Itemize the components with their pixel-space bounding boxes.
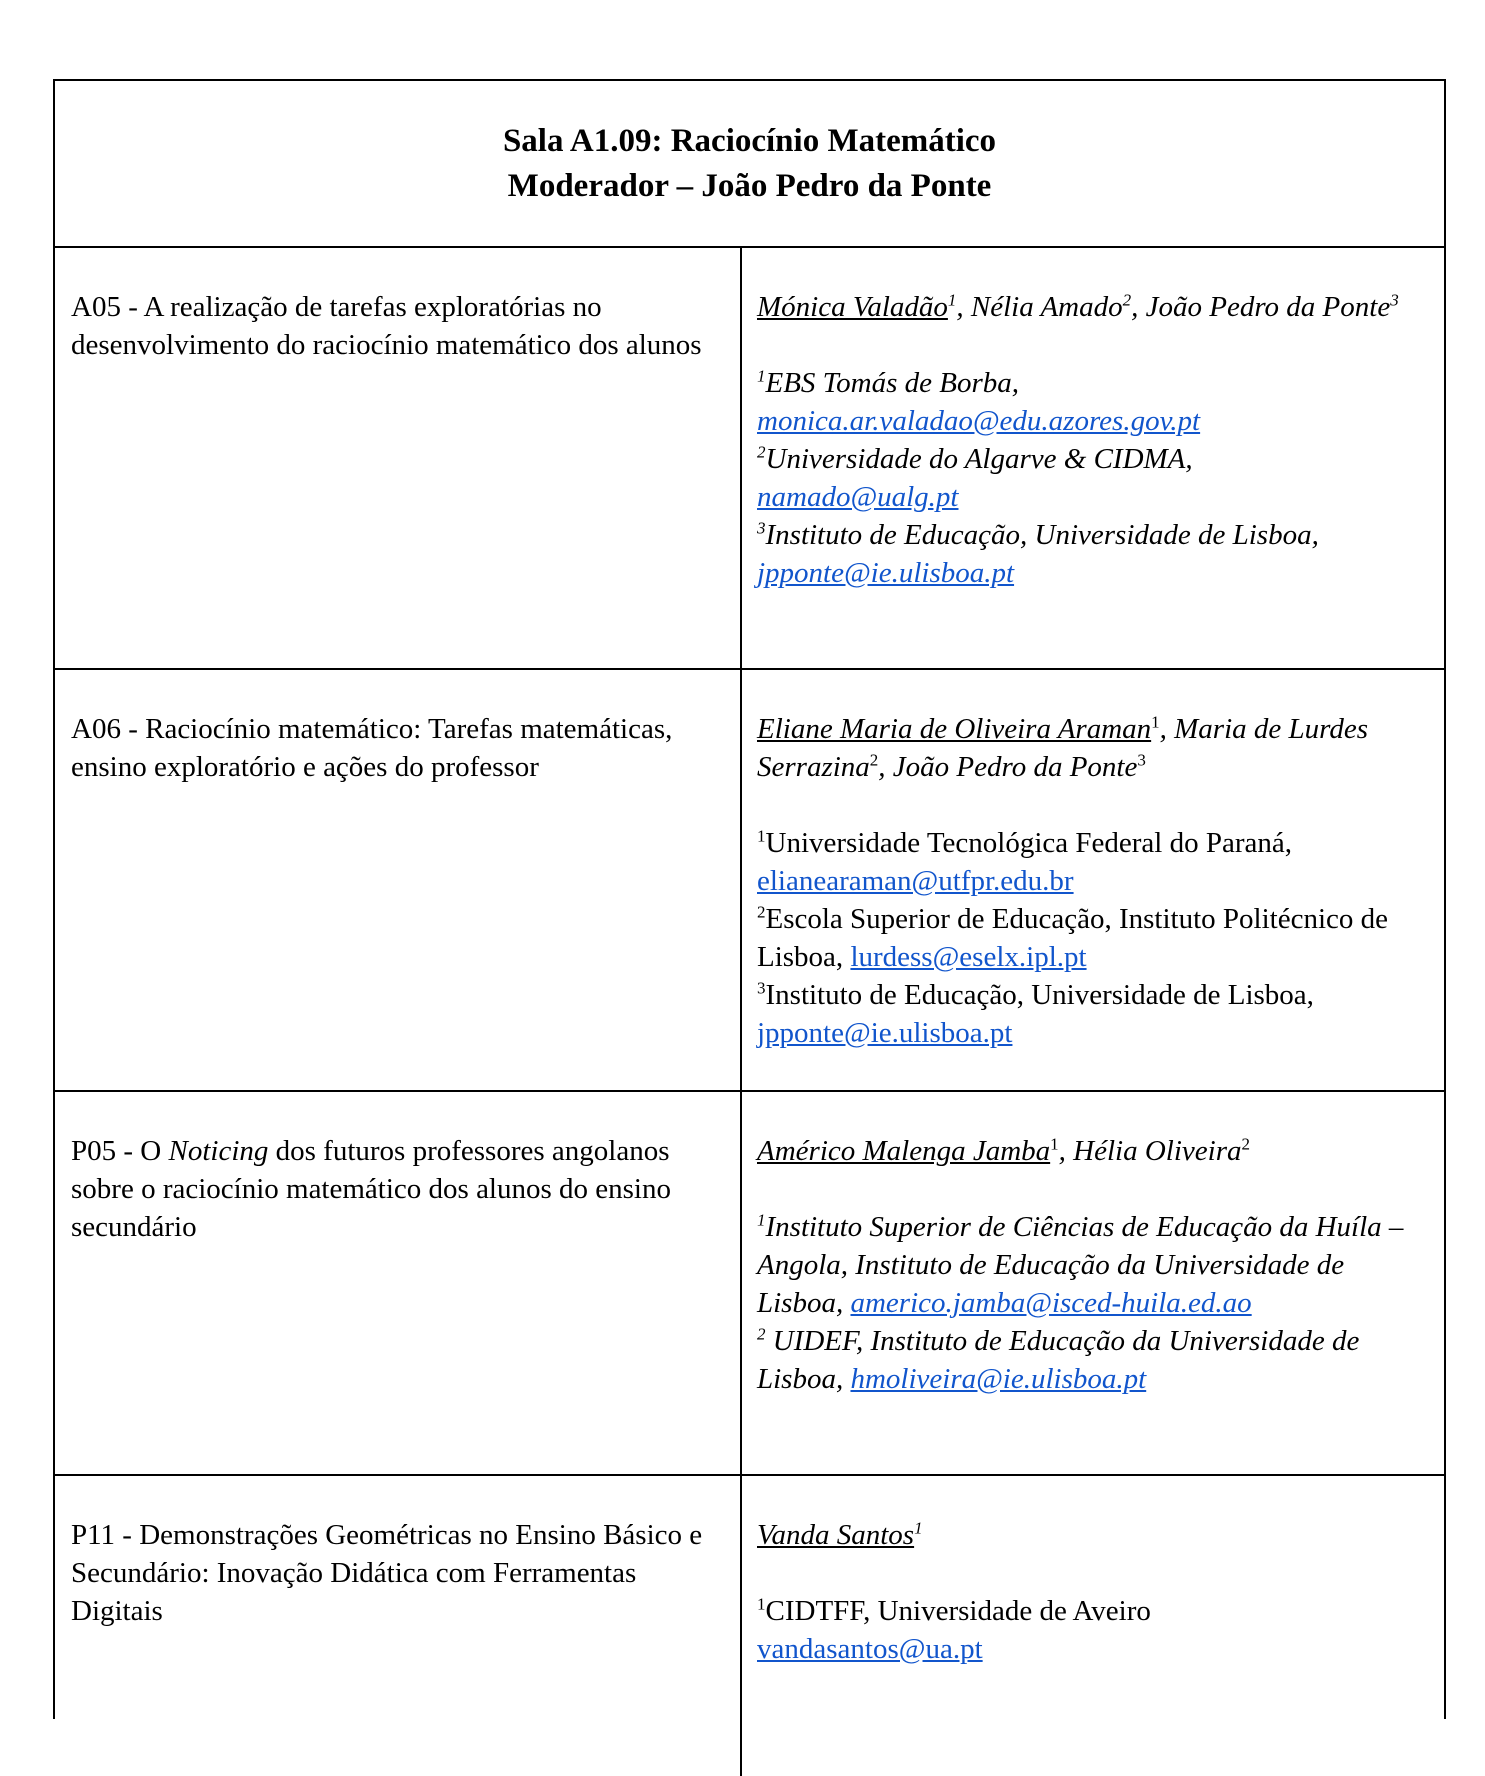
affiliation: $^2$Escola Superior de Educação, Instituto Politécnico de Lisboa, lurdess@eselx.ipl.pt <box>757 902 1389 973</box>
session-table <box>53 79 1446 1719</box>
affiliation: $^2$Universidade do Algarve & CIDMA, namado@ualg.pt <box>757 442 1193 513</box>
email-link[interactable]: namado@ualg.pt <box>757 481 959 513</box>
authors-cell <box>742 1092 1444 1474</box>
email-link[interactable]: lurdess@eselx.ipl.pt <box>850 941 1087 973</box>
session-moderator: Moderador – João Pedro da Ponte <box>507 167 992 204</box>
authors-cell <box>742 248 1444 668</box>
affiliation: $^1$CIDTFF, Universidade de Aveiro vandasantos@ua.pt <box>757 1594 1151 1665</box>
author-list: Eliane Maria de Oliveira Araman$^1$, Maria de Lurdes Serrazina$^2$, João Pedro da Ponte$^3$ <box>757 712 1369 783</box>
email-link[interactable]: hmoliveira@ie.ulisboa.pt <box>850 1363 1147 1395</box>
table-row <box>55 1476 1444 1776</box>
paper-title: A06 - Raciocínio matemático: Tarefas matemáticas, ensino exploratório e ações do professor <box>55 670 742 1090</box>
author-list: Vanda Santos$^1$ <box>757 1518 923 1551</box>
email-link[interactable]: jpponte@ie.ulisboa.pt <box>757 1017 1013 1049</box>
affiliation: $^3$Instituto de Educação, Universidade de Lisboa, jpponte@ie.ulisboa.pt <box>757 978 1314 1049</box>
email-link[interactable]: vandasantos@ua.pt <box>757 1633 983 1665</box>
paper-title: A05 - A realização de tarefas exploratórias no desenvolvimento do raciocínio matemático dos alunos <box>55 248 742 668</box>
email-link[interactable]: americo.jamba@isced-huila.ed.ao <box>850 1287 1252 1319</box>
author-name: Maria de Lurdes Serrazina <box>757 713 1369 783</box>
affiliation: $^1$Instituto Superior de Ciências de Educação da Huíla – Angola, Instituto de Educação da Universidade de Lisboa, americo.jamba@isced-huila.ed.ao <box>757 1210 1404 1319</box>
authors-cell <box>742 670 1444 1090</box>
presenter-name: Américo Malenga Jamba <box>757 1135 1051 1167</box>
author-name: Nélia Amado <box>970 291 1123 323</box>
table-row <box>55 248 1444 670</box>
affiliation: $^2$ UIDEF, Instituto de Educação da Universidade de Lisboa, hmoliveira@ie.ulisboa.pt <box>757 1324 1360 1395</box>
affiliation: $^1$EBS Tomás de Borba, monica.ar.valadao@edu.azores.gov.pt <box>757 366 1201 437</box>
authors-cell <box>742 1476 1444 1776</box>
table-row <box>55 1092 1444 1476</box>
affiliation: $^1$Universidade Tecnológica Federal do Paraná, elianearaman@utfpr.edu.br <box>757 826 1292 897</box>
email-link[interactable]: jpponte@ie.ulisboa.pt <box>757 557 1015 589</box>
author-name: João Pedro da Ponte <box>892 751 1138 783</box>
author-name: João Pedro da Ponte <box>1145 291 1391 323</box>
email-link[interactable]: elianearaman@utfpr.edu.br <box>757 865 1074 897</box>
presenter-name: Mónica Valadão <box>757 291 948 323</box>
session-header <box>55 81 1444 248</box>
session-title: Sala A1.09: Raciocínio Matemático <box>502 122 997 159</box>
email-link[interactable]: monica.ar.valadao@edu.azores.gov.pt <box>757 405 1201 437</box>
author-list: Américo Malenga Jamba$^1$, Hélia Oliveira$^2$ <box>757 1134 1250 1167</box>
table-row <box>55 670 1444 1092</box>
presenter-name: Eliane Maria de Oliveira Araman <box>757 713 1152 745</box>
affiliation: $^3$Instituto de Educação, Universidade de Lisboa, jpponte@ie.ulisboa.pt <box>757 518 1319 589</box>
presenter-name: Vanda Santos <box>757 1519 915 1551</box>
paper-title: P11 - Demonstrações Geométricas no Ensino Básico e Secundário: Inovação Didática com Ferramentas Digitais <box>55 1476 742 1776</box>
paper-title: P05 - O Noticing dos futuros professores angolanos sobre o raciocínio matemático dos alunos do ensino secundário <box>55 1092 742 1474</box>
author-name: Hélia Oliveira <box>1073 1135 1242 1167</box>
author-list: Mónica Valadão$^1$, Nélia Amado$^2$, João Pedro da Ponte$^3$ <box>757 290 1399 323</box>
